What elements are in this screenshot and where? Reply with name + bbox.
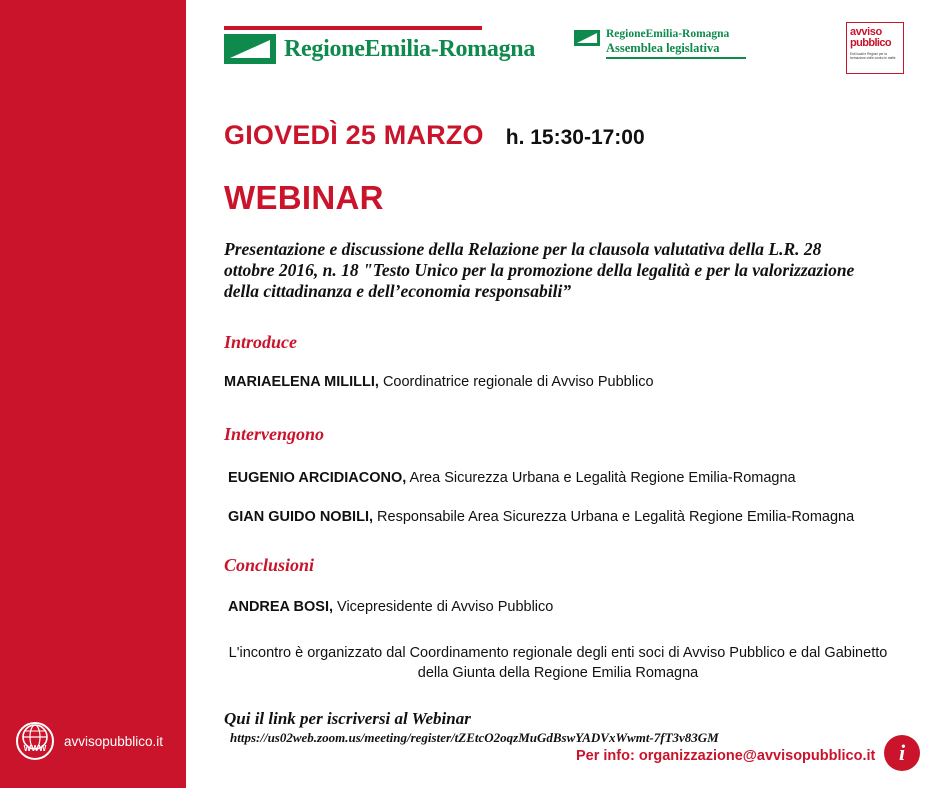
speaker-row bbox=[228, 469, 914, 488]
event-date: GIOVEDÌ 25 MARZO bbox=[224, 120, 484, 150]
speaker-row bbox=[224, 373, 914, 392]
event-date-row bbox=[224, 120, 914, 151]
speaker-name: GIAN GUIDO NOBILI, bbox=[228, 509, 373, 525]
www-label: WWW bbox=[23, 744, 47, 753]
site-url-label: avvisopubblico.it bbox=[64, 733, 164, 749]
info-icon[interactable]: i bbox=[884, 735, 920, 771]
globe-www-icon bbox=[16, 722, 54, 760]
speaker-name: EUGENIO ARCIDIACONO, bbox=[228, 470, 407, 486]
logo-avviso-word1: avviso bbox=[850, 26, 882, 38]
speaker-role: Coordinatrice regionale di Avviso Pubblico bbox=[378, 374, 654, 390]
green-flag-icon bbox=[574, 30, 600, 46]
left-red-bar bbox=[0, 0, 186, 788]
logo-regione-emilia-romagna bbox=[224, 26, 536, 64]
event-subtitle: Presentazione e discussione della Relazione per la clausola valutativa della L.R. 28 ottobre 2016, n. 18 "Testo Unico per la promozione della legalità e per la valorizzazione della cittadinanza e dell’economia responsabili” bbox=[224, 239, 855, 301]
registration-heading: Qui il link per iscriversi al Webinar bbox=[224, 709, 471, 728]
sidebar-footer bbox=[0, 722, 186, 760]
speaker-row bbox=[228, 508, 914, 527]
section-heading-introduce: Introduce bbox=[224, 332, 298, 352]
section-heading-intervengono: Intervengono bbox=[224, 424, 325, 444]
organizer-note: L'incontro è organizzato dal Coordinamento regionale degli enti soci di Avviso Pubblico e dal Gabinetto della Giunta della Regione Emilia Romagna bbox=[228, 645, 888, 681]
green-flag-icon bbox=[224, 34, 276, 64]
poster-content bbox=[224, 110, 914, 747]
registration-link[interactable]: https://us02web.zoom.us/meeting/register/tZEtcO2oqzMuGdBswYADVxWwmt-7fT3v83GM bbox=[230, 730, 719, 745]
speaker-role: Vicepresidente di Avviso Pubblico bbox=[333, 599, 554, 615]
speaker-name: MARIAELENA MILILLI, bbox=[224, 374, 379, 390]
logo-avviso-subtext: Enti locali e Regioni per la formazione civile contro le mafie bbox=[850, 52, 896, 61]
event-time: h. 15:30-17:00 bbox=[505, 126, 645, 149]
logo-assemblea-line1: RegioneEmilia-Romagna bbox=[606, 28, 730, 40]
logo-rer-text: RegioneEmilia-Romagna bbox=[284, 35, 536, 62]
logo-avviso-word2: pubblico bbox=[850, 37, 892, 49]
speaker-role: Responsabile Area Sicurezza Urbana e Legalità Regione Emilia-Romagna bbox=[373, 509, 855, 525]
header-logos bbox=[186, 0, 940, 100]
speaker-name: ANDREA BOSI, bbox=[228, 599, 333, 615]
logo-avviso-pubblico bbox=[846, 22, 904, 74]
green-rule-divider bbox=[606, 57, 746, 59]
section-heading-conclusioni: Conclusioni bbox=[224, 555, 315, 575]
contact-info: Per info: organizzazione@avvisopubblico.it bbox=[576, 748, 876, 764]
speaker-row bbox=[228, 598, 914, 617]
red-rule-divider bbox=[224, 26, 482, 30]
event-type-title: WEBINAR bbox=[224, 179, 384, 216]
logo-assemblea-legislativa bbox=[574, 28, 742, 59]
speaker-role: Area Sicurezza Urbana e Legalità Regione Emilia-Romagna bbox=[406, 470, 796, 486]
logo-assemblea-line2: Assemblea legislativa bbox=[606, 41, 720, 55]
